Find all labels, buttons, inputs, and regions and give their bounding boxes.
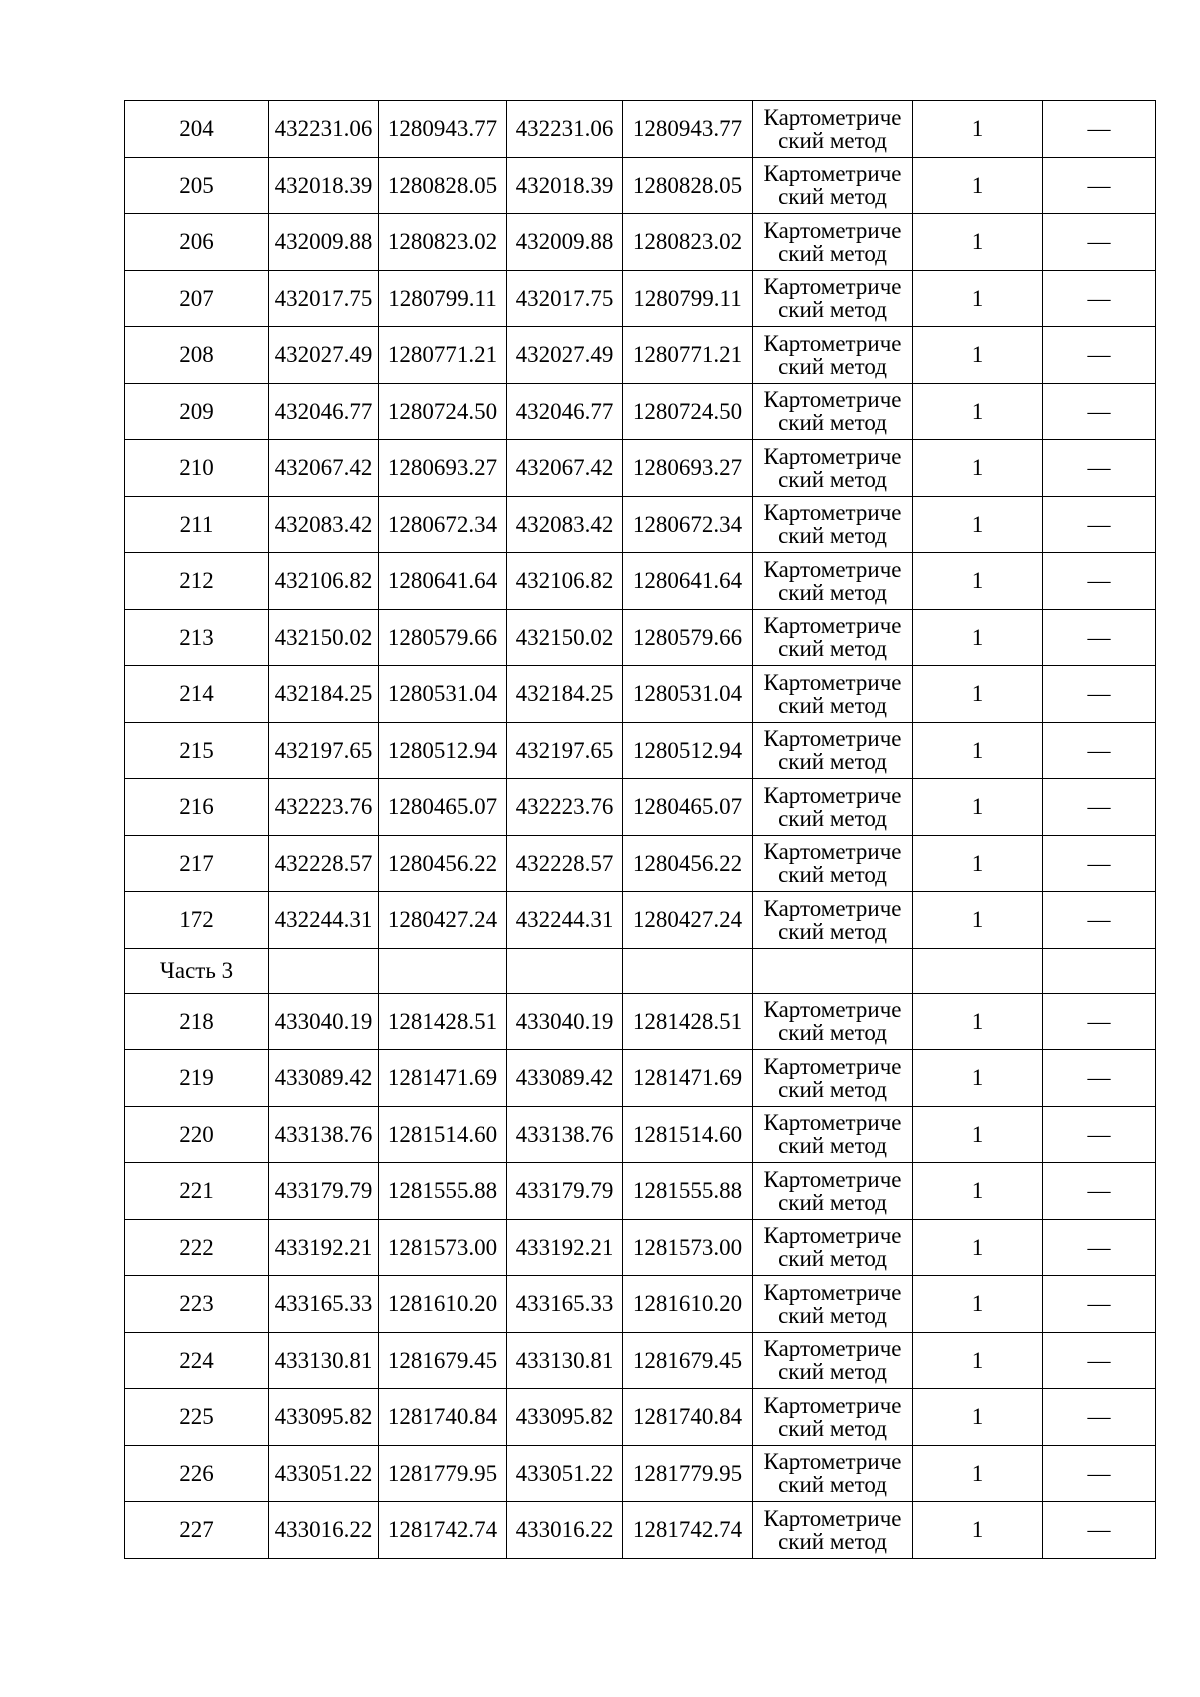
method-cell xyxy=(753,892,913,949)
y-coordinate-cell: 1280456.22 xyxy=(379,835,507,892)
y-coordinate-cell: 1280465.07 xyxy=(379,779,507,836)
table-row xyxy=(125,327,1156,384)
point-id-cell: 214 xyxy=(125,666,269,723)
x-coordinate-cell: 433130.81 xyxy=(507,1332,623,1389)
x-coordinate-cell: 433192.21 xyxy=(507,1219,623,1276)
accuracy-cell: 1 xyxy=(913,1332,1043,1389)
x-coordinate-cell: 433089.42 xyxy=(507,1050,623,1107)
y-coordinate-cell: 1281555.88 xyxy=(379,1163,507,1220)
table-row xyxy=(125,1050,1156,1107)
y-coordinate-cell: 1280943.77 xyxy=(379,101,507,158)
x-coordinate-cell: 432083.42 xyxy=(507,496,623,553)
x-coordinate-cell: 432018.39 xyxy=(269,157,379,214)
point-id-cell: 213 xyxy=(125,609,269,666)
empty-cell xyxy=(269,948,379,993)
x-coordinate-cell: 432228.57 xyxy=(269,835,379,892)
method-text-line1: Картометриче xyxy=(763,726,902,752)
note-cell: — xyxy=(1043,496,1156,553)
note-cell: — xyxy=(1043,553,1156,610)
method-text-line1: Картометриче xyxy=(763,443,902,469)
table-row xyxy=(125,1445,1156,1502)
y-coordinate-cell: 1280579.66 xyxy=(379,609,507,666)
table-row xyxy=(125,1163,1156,1220)
point-id-cell: 216 xyxy=(125,779,269,836)
table-row xyxy=(125,779,1156,836)
accuracy-cell: 1 xyxy=(913,214,1043,271)
y-coordinate-cell: 1280799.11 xyxy=(623,270,753,327)
y-coordinate-cell: 1281514.60 xyxy=(379,1106,507,1163)
x-coordinate-cell: 432244.31 xyxy=(507,892,623,949)
y-coordinate-cell: 1281573.00 xyxy=(623,1219,753,1276)
method-text-line1: Картометриче xyxy=(763,1223,902,1249)
accuracy-cell: 1 xyxy=(913,383,1043,440)
x-coordinate-cell: 433192.21 xyxy=(269,1219,379,1276)
method-text-line2: ский метод xyxy=(778,1415,887,1441)
table-row xyxy=(125,1276,1156,1333)
x-coordinate-cell: 432223.76 xyxy=(269,779,379,836)
method-text-line1: Картометриче xyxy=(763,1110,902,1136)
method-cell xyxy=(753,1445,913,1502)
point-id-cell: 226 xyxy=(125,1445,269,1502)
accuracy-cell: 1 xyxy=(913,835,1043,892)
table-row xyxy=(125,1106,1156,1163)
accuracy-cell: 1 xyxy=(913,1502,1043,1559)
x-coordinate-cell: 433040.19 xyxy=(507,993,623,1050)
x-coordinate-cell: 432017.75 xyxy=(507,270,623,327)
point-id-cell: 211 xyxy=(125,496,269,553)
note-cell: — xyxy=(1043,440,1156,497)
method-text-line1: Картометриче xyxy=(763,1505,902,1531)
y-coordinate-cell: 1280456.22 xyxy=(623,835,753,892)
method-cell xyxy=(753,1163,913,1220)
method-text-line1: Картометриче xyxy=(763,1279,902,1305)
y-coordinate-cell: 1281514.60 xyxy=(623,1106,753,1163)
x-coordinate-cell: 432046.77 xyxy=(269,383,379,440)
y-coordinate-cell: 1281610.20 xyxy=(379,1276,507,1333)
y-coordinate-cell: 1280672.34 xyxy=(379,496,507,553)
method-text-line2: ский метод xyxy=(778,749,887,775)
y-coordinate-cell: 1280693.27 xyxy=(379,440,507,497)
y-coordinate-cell: 1280641.64 xyxy=(379,553,507,610)
y-coordinate-cell: 1281471.69 xyxy=(379,1050,507,1107)
accuracy-cell: 1 xyxy=(913,327,1043,384)
method-text-line1: Картометриче xyxy=(763,274,902,300)
method-cell xyxy=(753,383,913,440)
x-coordinate-cell: 433089.42 xyxy=(269,1050,379,1107)
method-cell xyxy=(753,101,913,158)
y-coordinate-cell: 1280799.11 xyxy=(379,270,507,327)
method-cell xyxy=(753,1050,913,1107)
x-coordinate-cell: 432009.88 xyxy=(507,214,623,271)
y-coordinate-cell: 1281471.69 xyxy=(623,1050,753,1107)
note-cell: — xyxy=(1043,1106,1156,1163)
x-coordinate-cell: 432106.82 xyxy=(269,553,379,610)
x-coordinate-cell: 433051.22 xyxy=(269,1445,379,1502)
table-row xyxy=(125,1502,1156,1559)
accuracy-cell: 1 xyxy=(913,1163,1043,1220)
note-cell: — xyxy=(1043,214,1156,271)
method-text-line2: ский метод xyxy=(778,184,887,210)
method-text-line1: Картометриче xyxy=(763,782,902,808)
point-id-cell: 221 xyxy=(125,1163,269,1220)
y-coordinate-cell: 1281779.95 xyxy=(623,1445,753,1502)
table-row xyxy=(125,440,1156,497)
method-cell xyxy=(753,779,913,836)
method-text-line1: Картометриче xyxy=(763,500,902,526)
x-coordinate-cell: 432150.02 xyxy=(269,609,379,666)
note-cell: — xyxy=(1043,1445,1156,1502)
x-coordinate-cell: 432067.42 xyxy=(507,440,623,497)
x-coordinate-cell: 432067.42 xyxy=(269,440,379,497)
point-id-cell: 209 xyxy=(125,383,269,440)
point-id-cell: 224 xyxy=(125,1332,269,1389)
table-row xyxy=(125,101,1156,158)
x-coordinate-cell: 433138.76 xyxy=(269,1106,379,1163)
y-coordinate-cell: 1281742.74 xyxy=(379,1502,507,1559)
method-cell xyxy=(753,327,913,384)
method-text-line2: ский метод xyxy=(778,353,887,379)
method-text-line2: ский метод xyxy=(778,918,887,944)
y-coordinate-cell: 1280693.27 xyxy=(623,440,753,497)
empty-cell xyxy=(753,948,913,993)
point-id-cell: 208 xyxy=(125,327,269,384)
method-text-line1: Картометриче xyxy=(763,669,902,695)
method-text-line1: Картометриче xyxy=(763,613,902,639)
point-id-cell: 218 xyxy=(125,993,269,1050)
table-row xyxy=(125,892,1156,949)
x-coordinate-cell: 432017.75 xyxy=(269,270,379,327)
method-cell xyxy=(753,1502,913,1559)
point-id-cell: 204 xyxy=(125,101,269,158)
accuracy-cell: 1 xyxy=(913,553,1043,610)
point-id-cell: 219 xyxy=(125,1050,269,1107)
x-coordinate-cell: 432197.65 xyxy=(269,722,379,779)
method-cell xyxy=(753,835,913,892)
point-id-cell: 210 xyxy=(125,440,269,497)
method-cell xyxy=(753,1389,913,1446)
point-id-cell: 217 xyxy=(125,835,269,892)
note-cell: — xyxy=(1043,270,1156,327)
method-text-line2: ский метод xyxy=(778,1189,887,1215)
empty-cell xyxy=(379,948,507,993)
x-coordinate-cell: 433179.79 xyxy=(269,1163,379,1220)
y-coordinate-cell: 1280828.05 xyxy=(623,157,753,214)
point-id-cell: 206 xyxy=(125,214,269,271)
point-id-cell: 212 xyxy=(125,553,269,610)
accuracy-cell: 1 xyxy=(913,1445,1043,1502)
x-coordinate-cell: 433095.82 xyxy=(269,1389,379,1446)
method-text-line2: ский метод xyxy=(778,127,887,153)
method-text-line1: Картометриче xyxy=(763,1392,902,1418)
empty-cell xyxy=(623,948,753,993)
note-cell: — xyxy=(1043,609,1156,666)
y-coordinate-cell: 1280943.77 xyxy=(623,101,753,158)
coordinates-table xyxy=(124,100,1156,1559)
method-cell xyxy=(753,496,913,553)
x-coordinate-cell: 432231.06 xyxy=(507,101,623,158)
accuracy-cell: 1 xyxy=(913,270,1043,327)
empty-cell xyxy=(913,948,1043,993)
x-coordinate-cell: 432184.25 xyxy=(269,666,379,723)
note-cell: — xyxy=(1043,101,1156,158)
method-cell xyxy=(753,214,913,271)
point-id-cell: 207 xyxy=(125,270,269,327)
table-row xyxy=(125,1219,1156,1276)
empty-cell xyxy=(507,948,623,993)
note-cell: — xyxy=(1043,1163,1156,1220)
note-cell: — xyxy=(1043,779,1156,836)
method-text-line1: Картометриче xyxy=(763,556,902,582)
x-coordinate-cell: 433040.19 xyxy=(269,993,379,1050)
y-coordinate-cell: 1281428.51 xyxy=(623,993,753,1050)
method-cell xyxy=(753,609,913,666)
note-cell: — xyxy=(1043,1219,1156,1276)
note-cell: — xyxy=(1043,722,1156,779)
x-coordinate-cell: 432027.49 xyxy=(507,327,623,384)
method-cell xyxy=(753,270,913,327)
method-text-line1: Картометриче xyxy=(763,217,902,243)
y-coordinate-cell: 1280828.05 xyxy=(379,157,507,214)
y-coordinate-cell: 1281573.00 xyxy=(379,1219,507,1276)
point-id-cell: 223 xyxy=(125,1276,269,1333)
x-coordinate-cell: 433016.22 xyxy=(269,1502,379,1559)
y-coordinate-cell: 1281679.45 xyxy=(379,1332,507,1389)
y-coordinate-cell: 1280512.94 xyxy=(379,722,507,779)
table-row xyxy=(125,383,1156,440)
accuracy-cell: 1 xyxy=(913,440,1043,497)
table-row xyxy=(125,496,1156,553)
x-coordinate-cell: 433130.81 xyxy=(269,1332,379,1389)
note-cell: — xyxy=(1043,1502,1156,1559)
x-coordinate-cell: 432244.31 xyxy=(269,892,379,949)
method-text-line1: Картометриче xyxy=(763,1053,902,1079)
point-id-cell: 225 xyxy=(125,1389,269,1446)
note-cell: — xyxy=(1043,993,1156,1050)
method-text-line1: Картометриче xyxy=(763,387,902,413)
x-coordinate-cell: 432197.65 xyxy=(507,722,623,779)
table-row xyxy=(125,666,1156,723)
note-cell: — xyxy=(1043,666,1156,723)
y-coordinate-cell: 1280672.34 xyxy=(623,496,753,553)
y-coordinate-cell: 1280427.24 xyxy=(379,892,507,949)
note-cell: — xyxy=(1043,383,1156,440)
y-coordinate-cell: 1281555.88 xyxy=(623,1163,753,1220)
section-row xyxy=(125,948,1156,993)
note-cell: — xyxy=(1043,1276,1156,1333)
y-coordinate-cell: 1281740.84 xyxy=(623,1389,753,1446)
method-text-line2: ский метод xyxy=(778,1359,887,1385)
method-cell xyxy=(753,1276,913,1333)
accuracy-cell: 1 xyxy=(913,1276,1043,1333)
method-text-line2: ский метод xyxy=(778,1076,887,1102)
x-coordinate-cell: 432184.25 xyxy=(507,666,623,723)
point-id-cell: 215 xyxy=(125,722,269,779)
method-text-line2: ский метод xyxy=(778,636,887,662)
method-text-line2: ский метод xyxy=(778,240,887,266)
accuracy-cell: 1 xyxy=(913,609,1043,666)
method-text-line2: ский метод xyxy=(778,1302,887,1328)
y-coordinate-cell: 1280579.66 xyxy=(623,609,753,666)
method-text-line1: Картометриче xyxy=(763,104,902,130)
method-text-line2: ский метод xyxy=(778,523,887,549)
table-row xyxy=(125,993,1156,1050)
method-text-line1: Картометриче xyxy=(763,1166,902,1192)
method-text-line2: ский метод xyxy=(778,297,887,323)
method-text-line1: Картометриче xyxy=(763,1336,902,1362)
accuracy-cell: 1 xyxy=(913,1219,1043,1276)
x-coordinate-cell: 432228.57 xyxy=(507,835,623,892)
x-coordinate-cell: 432009.88 xyxy=(269,214,379,271)
x-coordinate-cell: 432106.82 xyxy=(507,553,623,610)
x-coordinate-cell: 433179.79 xyxy=(507,1163,623,1220)
accuracy-cell: 1 xyxy=(913,892,1043,949)
y-coordinate-cell: 1281679.45 xyxy=(623,1332,753,1389)
y-coordinate-cell: 1281740.84 xyxy=(379,1389,507,1446)
table-row xyxy=(125,553,1156,610)
method-cell xyxy=(753,553,913,610)
y-coordinate-cell: 1281428.51 xyxy=(379,993,507,1050)
accuracy-cell: 1 xyxy=(913,666,1043,723)
point-id-cell: 205 xyxy=(125,157,269,214)
x-coordinate-cell: 433051.22 xyxy=(507,1445,623,1502)
method-text-line1: Картометриче xyxy=(763,330,902,356)
accuracy-cell: 1 xyxy=(913,1389,1043,1446)
x-coordinate-cell: 432231.06 xyxy=(269,101,379,158)
table-row xyxy=(125,722,1156,779)
x-coordinate-cell: 432083.42 xyxy=(269,496,379,553)
y-coordinate-cell: 1280724.50 xyxy=(379,383,507,440)
method-text-line2: ский метод xyxy=(778,1133,887,1159)
method-cell xyxy=(753,993,913,1050)
note-cell: — xyxy=(1043,327,1156,384)
y-coordinate-cell: 1281610.20 xyxy=(623,1276,753,1333)
method-cell xyxy=(753,157,913,214)
x-coordinate-cell: 432150.02 xyxy=(507,609,623,666)
table-row xyxy=(125,1332,1156,1389)
method-text-line1: Картометриче xyxy=(763,161,902,187)
method-cell xyxy=(753,722,913,779)
method-text-line1: Картометриче xyxy=(763,997,902,1023)
point-id-cell: 222 xyxy=(125,1219,269,1276)
table-row xyxy=(125,270,1156,327)
x-coordinate-cell: 433138.76 xyxy=(507,1106,623,1163)
table-row xyxy=(125,1389,1156,1446)
point-id-cell: 172 xyxy=(125,892,269,949)
method-cell xyxy=(753,1332,913,1389)
y-coordinate-cell: 1280531.04 xyxy=(379,666,507,723)
x-coordinate-cell: 433016.22 xyxy=(507,1502,623,1559)
method-text-line2: ский метод xyxy=(778,1020,887,1046)
note-cell: — xyxy=(1043,1389,1156,1446)
y-coordinate-cell: 1281742.74 xyxy=(623,1502,753,1559)
method-text-line2: ский метод xyxy=(778,1472,887,1498)
accuracy-cell: 1 xyxy=(913,157,1043,214)
method-text-line2: ский метод xyxy=(778,410,887,436)
note-cell: — xyxy=(1043,892,1156,949)
y-coordinate-cell: 1280427.24 xyxy=(623,892,753,949)
accuracy-cell: 1 xyxy=(913,1050,1043,1107)
y-coordinate-cell: 1280771.21 xyxy=(623,327,753,384)
accuracy-cell: 1 xyxy=(913,496,1043,553)
y-coordinate-cell: 1280823.02 xyxy=(623,214,753,271)
x-coordinate-cell: 432046.77 xyxy=(507,383,623,440)
method-text-line2: ский метод xyxy=(778,466,887,492)
x-coordinate-cell: 432027.49 xyxy=(269,327,379,384)
table-row xyxy=(125,157,1156,214)
table-row xyxy=(125,835,1156,892)
accuracy-cell: 1 xyxy=(913,993,1043,1050)
y-coordinate-cell: 1280512.94 xyxy=(623,722,753,779)
y-coordinate-cell: 1280465.07 xyxy=(623,779,753,836)
x-coordinate-cell: 433165.33 xyxy=(269,1276,379,1333)
method-cell xyxy=(753,1219,913,1276)
accuracy-cell: 1 xyxy=(913,1106,1043,1163)
method-text-line2: ский метод xyxy=(778,1246,887,1272)
empty-cell xyxy=(1043,948,1156,993)
y-coordinate-cell: 1280823.02 xyxy=(379,214,507,271)
method-text-line1: Картометриче xyxy=(763,1449,902,1475)
y-coordinate-cell: 1280724.50 xyxy=(623,383,753,440)
accuracy-cell: 1 xyxy=(913,779,1043,836)
section-label: Часть 3 xyxy=(125,948,269,993)
method-cell xyxy=(753,666,913,723)
method-cell xyxy=(753,440,913,497)
note-cell: — xyxy=(1043,1332,1156,1389)
method-text-line2: ский метод xyxy=(778,862,887,888)
table-row xyxy=(125,609,1156,666)
y-coordinate-cell: 1280641.64 xyxy=(623,553,753,610)
x-coordinate-cell: 433165.33 xyxy=(507,1276,623,1333)
note-cell: — xyxy=(1043,157,1156,214)
x-coordinate-cell: 432223.76 xyxy=(507,779,623,836)
note-cell: — xyxy=(1043,1050,1156,1107)
method-cell xyxy=(753,1106,913,1163)
method-text-line2: ский метод xyxy=(778,805,887,831)
accuracy-cell: 1 xyxy=(913,722,1043,779)
x-coordinate-cell: 432018.39 xyxy=(507,157,623,214)
y-coordinate-cell: 1280771.21 xyxy=(379,327,507,384)
method-text-line2: ский метод xyxy=(778,692,887,718)
accuracy-cell: 1 xyxy=(913,101,1043,158)
y-coordinate-cell: 1281779.95 xyxy=(379,1445,507,1502)
point-id-cell: 227 xyxy=(125,1502,269,1559)
table-body xyxy=(125,101,1156,1559)
method-text-line2: ский метод xyxy=(778,1528,887,1554)
table-row xyxy=(125,214,1156,271)
method-text-line2: ский метод xyxy=(778,579,887,605)
note-cell: — xyxy=(1043,835,1156,892)
point-id-cell: 220 xyxy=(125,1106,269,1163)
method-text-line1: Картометриче xyxy=(763,895,902,921)
method-text-line1: Картометриче xyxy=(763,839,902,865)
x-coordinate-cell: 433095.82 xyxy=(507,1389,623,1446)
y-coordinate-cell: 1280531.04 xyxy=(623,666,753,723)
